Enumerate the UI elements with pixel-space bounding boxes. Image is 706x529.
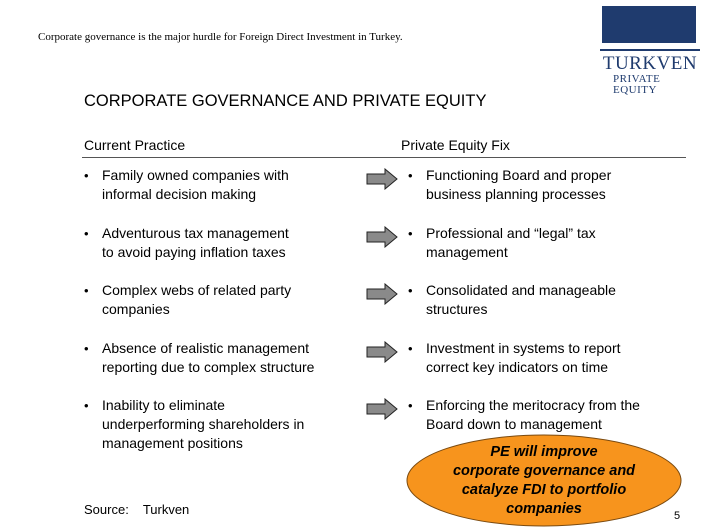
item-line: Complex webs of related party: [102, 282, 292, 298]
current-practice-item: [84, 166, 289, 204]
right-arrow-icon: [366, 283, 398, 305]
private-equity-fix-item: [408, 339, 621, 377]
item-line: to avoid paying inflation taxes: [102, 244, 286, 260]
current-practice-item: [84, 224, 289, 262]
bullet-icon: •: [408, 168, 413, 183]
item-line: Absence of realistic management: [102, 340, 309, 356]
bullet-icon: •: [84, 168, 89, 183]
turkven-logo: [600, 6, 700, 98]
item-line: business planning processes: [426, 186, 606, 202]
callout-line: catalyze FDI to portfolio: [461, 482, 627, 498]
logo-emblem: [602, 6, 696, 43]
item-line: Functioning Board and proper: [426, 167, 612, 183]
item-line: structures: [426, 301, 488, 317]
current-practice-item: [84, 281, 291, 319]
item-line: Inability to eliminate: [102, 397, 225, 413]
item-line: Family owned companies with: [102, 167, 289, 183]
right-arrow-icon: [366, 226, 398, 248]
right-arrow-icon: [366, 168, 398, 190]
bullet-icon: •: [84, 341, 89, 356]
item-line: Board down to management: [426, 416, 602, 432]
item-line: informal decision making: [102, 186, 257, 202]
right-arrow-icon: [366, 398, 398, 420]
item-line: Professional and “legal” tax: [426, 225, 596, 241]
bullet-icon: •: [84, 398, 89, 413]
callout-line: companies: [506, 501, 582, 517]
source-note: [84, 502, 189, 517]
logo-sub-line1: PRIVATE: [613, 73, 661, 85]
bullet-icon: •: [408, 341, 413, 356]
slide-title: CORPORATE GOVERNANCE AND PRIVATE EQUITY: [84, 92, 487, 110]
logo-name: TURKVEN: [602, 53, 698, 74]
item-line: Enforcing the meritocracy from the: [426, 397, 640, 413]
current-practice-item: [84, 396, 304, 453]
private-equity-fix-item: [408, 166, 611, 204]
private-equity-fix-item: [408, 396, 640, 434]
bullet-icon: •: [84, 283, 89, 298]
private-equity-fix-header: Private Equity Fix: [401, 137, 510, 153]
item-line: Consolidated and manageable: [426, 282, 616, 298]
page-number: 5: [674, 510, 681, 522]
item-line: Investment in systems to report: [426, 340, 621, 356]
logo-divider: [600, 49, 700, 51]
bullet-icon: •: [408, 398, 413, 413]
current-practice-header: Current Practice: [84, 137, 186, 153]
item-line: reporting due to complex structure: [102, 359, 315, 375]
callout-oval: [405, 434, 683, 527]
private-equity-fix-item: [408, 281, 616, 319]
item-line: management positions: [102, 435, 243, 451]
item-line: management: [426, 244, 508, 260]
current-practice-item: [84, 339, 314, 377]
callout-line: PE will improve: [490, 444, 598, 460]
item-line: correct key indicators on time: [426, 359, 609, 375]
callout-line: corporate governance and: [452, 463, 636, 479]
slide-subtitle: Corporate governance is the major hurdle for Foreign Direct Investment in Turkey.: [38, 31, 403, 43]
source-value: Turkven: [142, 502, 190, 517]
header-divider: [82, 157, 686, 158]
logo-subtitle: [613, 74, 673, 96]
bullet-icon: •: [408, 283, 413, 298]
item-line: Adventurous tax management: [102, 225, 289, 241]
private-equity-fix-item: [408, 224, 596, 262]
item-line: underperforming shareholders in: [102, 416, 305, 432]
source-label: Source:: [84, 502, 129, 517]
bullet-icon: •: [408, 226, 413, 241]
item-line: companies: [102, 301, 170, 317]
callout-text: [405, 443, 683, 519]
right-arrow-icon: [366, 341, 398, 363]
bullet-icon: •: [84, 226, 89, 241]
logo-sub-line2: EQUITY: [613, 84, 657, 96]
